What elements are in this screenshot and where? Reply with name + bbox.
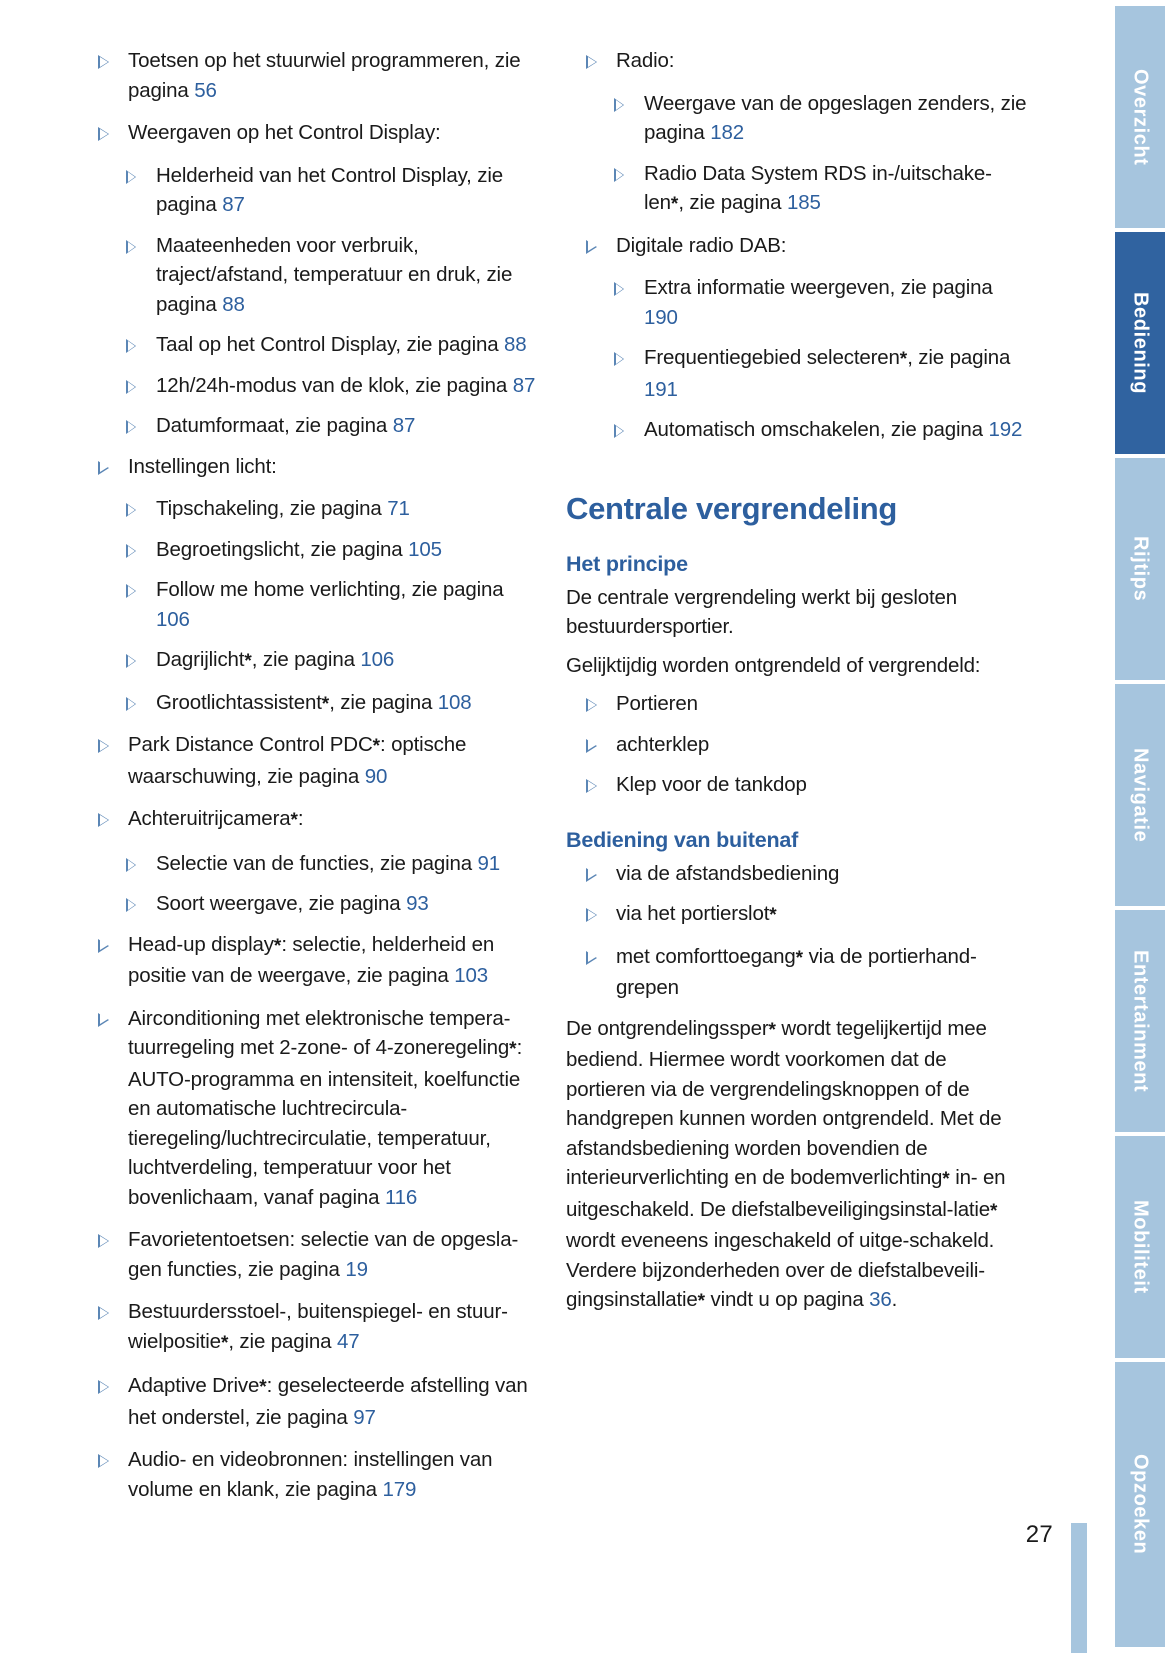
option-asterisk: *	[220, 1332, 229, 1354]
list-item-text: met comforttoegang	[616, 944, 796, 968]
triangle-bullet-icon	[98, 461, 109, 475]
option-asterisk: *	[769, 905, 777, 926]
page-ref[interactable]: 90	[364, 764, 388, 788]
tab-label: Overzicht	[1129, 68, 1152, 166]
page-ref[interactable]: 91	[477, 851, 501, 875]
triangle-bullet-icon	[126, 898, 136, 912]
triangle-bullet-icon	[126, 654, 136, 668]
option-asterisk: *	[670, 194, 679, 215]
triangle-bullet-icon	[98, 127, 109, 141]
page-ref[interactable]: 106	[360, 648, 395, 671]
list-item-text-after: : optische waarschuwing, zie pagina	[128, 733, 467, 788]
option-asterisk: *	[273, 935, 282, 957]
page-ref[interactable]: 116	[384, 1185, 418, 1209]
list-item-text: Dagrijlicht	[156, 648, 245, 671]
list-item	[598, 343, 1028, 404]
tab-navigatie[interactable]	[1115, 684, 1165, 906]
triangle-bullet-icon	[98, 1380, 109, 1394]
list-item	[110, 161, 540, 220]
list-item-text: via de afstandsbediening	[616, 861, 840, 885]
list-item-text: Radio Data System RDS in-/uitschake-len	[644, 161, 992, 214]
page-ref[interactable]: 106	[156, 607, 190, 631]
list-item-text-after: , zie pagina	[907, 346, 1011, 369]
triangle-bullet-icon	[614, 98, 624, 112]
list-item-text: Digitale radio DAB:	[616, 233, 787, 257]
triangle-bullet-icon	[126, 697, 136, 711]
option-asterisk: *	[795, 947, 804, 969]
list-item-text: Audio- en videobronnen: instellingen van volume en klank, zie pagina	[128, 1448, 493, 1501]
list-item-text: Klep voor de tankdop	[616, 773, 807, 796]
page-ref[interactable]: 19	[345, 1257, 368, 1281]
list-item-text: Weergaven op het Control Display:	[128, 121, 441, 144]
tab-label: Navigatie	[1129, 747, 1152, 843]
triangle-bullet-icon	[614, 424, 624, 438]
page-ref[interactable]: 192	[988, 418, 1023, 441]
option-asterisk: *	[290, 810, 298, 831]
unlock-items-list	[566, 689, 1028, 800]
list-item	[566, 689, 1028, 719]
page-ref[interactable]: 190	[644, 305, 678, 329]
list-item	[110, 494, 540, 524]
option-asterisk: *	[990, 1200, 998, 1222]
page-ref[interactable]: 87	[392, 414, 416, 437]
tab-label: Mobiliteit	[1129, 1200, 1152, 1294]
nested-list	[566, 273, 1028, 445]
list-item	[78, 1004, 540, 1213]
paragraph-part: wordt tegelijkertijd mee bediend. Hiermee wordt voorkomen dat de portieren via de vergrendelingsknoppen of de handgrepen kunnen worden ontgrendeld. Met de afstandsbediening worden bovendien de interieurverlichting en de bodemverlichting	[566, 1016, 1002, 1189]
triangle-bullet-icon	[586, 698, 597, 712]
paragraph-part: .	[891, 1288, 898, 1311]
list-item-text: Head-up display	[128, 932, 274, 956]
list-item	[598, 415, 1028, 445]
list-item-text: Helderheid van het Control Display, zie pagina	[156, 163, 504, 216]
section-tab-rail	[1115, 0, 1165, 1653]
page-ref[interactable]: 93	[406, 892, 429, 915]
list-item	[78, 1297, 540, 1358]
page-ref[interactable]: 88	[504, 333, 527, 356]
paragraph-part: Verdere bijzonderheden over de diefstalbeveili-gingsinstallatie	[566, 1258, 985, 1311]
list-item	[78, 804, 540, 836]
option-asterisk: *	[697, 1291, 705, 1312]
paragraph-part: De ontgrendelingssper	[566, 1016, 769, 1040]
paragraph: De centrale vergrendeling werkt bij gesloten bestuurdersportier.	[566, 585, 957, 638]
list-item-text: 12h/24h-modus van de klok, zie pagina	[156, 373, 513, 397]
list-item-text: achterklep	[616, 732, 710, 756]
triangle-bullet-icon	[586, 779, 597, 793]
triangle-bullet-icon	[586, 868, 597, 882]
list-item	[110, 371, 540, 401]
list-item-text: Instellingen licht:	[128, 454, 277, 478]
triangle-bullet-icon	[126, 339, 136, 353]
page-ref[interactable]: 88	[222, 292, 245, 316]
list-item-text: Grootlichtassistent	[156, 690, 322, 714]
option-asterisk: *	[899, 349, 908, 370]
nested-list	[566, 89, 1028, 220]
tab-mobiliteit[interactable]	[1115, 1136, 1165, 1358]
paragraph-part: wordt eveneens ingeschakeld of uitge-schakeld.	[566, 1229, 995, 1252]
page-ref[interactable]: 87	[512, 373, 536, 397]
page-ref[interactable]: 182	[710, 121, 744, 144]
tab-label: Opzoeken	[1129, 1454, 1152, 1555]
option-asterisk: *	[942, 1169, 950, 1190]
right-column-list	[566, 46, 1028, 445]
list-item-text: via het portierslot	[616, 902, 770, 925]
list-item-text: Begroetingslicht, zie pagina	[156, 537, 409, 561]
triangle-bullet-icon	[126, 544, 136, 558]
nested-list	[78, 494, 540, 719]
triangle-bullet-icon	[126, 584, 136, 598]
list-item	[566, 730, 1028, 760]
list-item	[110, 645, 540, 677]
list-item	[566, 231, 1028, 261]
triangle-bullet-icon	[98, 939, 109, 953]
tab-rijtips[interactable]	[1115, 458, 1165, 680]
list-item-text-after: : AUTO-programma en intensiteit, koelfunctie en automatische luchtrecircula-tieregeling/luchtrecirculatie, temperatuur, luchtverdeling, temperatuur voor het bovenlichaam, vanaf pagina	[128, 1036, 523, 1209]
tab-opzoeken[interactable]	[1115, 1362, 1165, 1647]
right-column	[566, 46, 1028, 1517]
tab-label: Entertainment	[1129, 949, 1152, 1093]
triangle-bullet-icon	[126, 380, 136, 394]
triangle-bullet-icon	[586, 55, 597, 69]
triangle-bullet-icon	[98, 1454, 109, 1468]
option-asterisk: *	[321, 693, 330, 715]
list-item	[110, 849, 540, 879]
list-item-text-after: :	[297, 807, 304, 830]
section-title: Centrale vergrendeling	[566, 490, 898, 526]
paragraph-further-details	[566, 1256, 1028, 1317]
tab-overzicht[interactable]	[1115, 6, 1165, 228]
subsection-title-bediening-van-buitenaf: Bediening van buitenaf	[566, 827, 799, 852]
list-item	[110, 535, 540, 565]
content-columns	[78, 46, 1028, 1517]
list-item-text: Maateenheden voor verbruik, traject/afstand, temperatuur en druk, zie pagina	[156, 233, 513, 316]
list-item-text: Portieren	[616, 692, 698, 715]
list-item-text: Weergave van de opgeslagen zenders, zie pagina	[644, 91, 1027, 144]
list-item	[110, 889, 540, 919]
page-ref[interactable]: 108	[437, 690, 472, 714]
triangle-bullet-icon	[586, 240, 597, 254]
page-ref[interactable]: 47	[336, 1329, 360, 1353]
page-ref[interactable]: 87	[222, 193, 245, 216]
list-item	[566, 942, 1028, 1003]
list-item-text: Tipschakeling, zie pagina	[156, 497, 388, 520]
list-item	[78, 452, 540, 482]
page-ref[interactable]: 71	[387, 497, 410, 520]
left-column-list	[78, 46, 540, 1504]
triangle-bullet-icon	[98, 813, 109, 827]
tab-entertainment[interactable]	[1115, 910, 1165, 1132]
list-item	[78, 730, 540, 791]
list-item-text-after: , zie pagina	[251, 648, 361, 671]
list-item	[78, 118, 540, 148]
list-item	[110, 231, 540, 320]
nested-list	[78, 849, 540, 919]
list-item-text-after: , zie pagina	[329, 690, 438, 714]
paragraph-part: vindt u op pagina	[705, 1288, 870, 1311]
triangle-bullet-icon	[126, 858, 136, 872]
list-item-text: Bestuurdersstoel-, buitenspiegel- en stuur-wielpositie	[128, 1300, 508, 1353]
page-ref[interactable]: 105	[408, 537, 442, 561]
paragraph-unlock-lock-description	[566, 1014, 1028, 1256]
page-number: 27	[1025, 1521, 1053, 1548]
tab-label: Rijtips	[1129, 536, 1152, 602]
external-operation-list	[566, 859, 1028, 1003]
paragraph: Gelijktijdig worden ontgrendeld of vergrendeld:	[566, 653, 981, 677]
list-item	[566, 46, 1028, 76]
list-item-text: Park Distance Control PDC	[128, 733, 373, 756]
subsection-title-het-principe: Het principe	[566, 551, 688, 576]
page-ref[interactable]: 56	[194, 78, 217, 102]
list-item-text: Achteruitrijcamera	[128, 807, 291, 830]
page-ref[interactable]: 103	[454, 964, 488, 987]
list-item	[110, 411, 540, 441]
triangle-bullet-icon	[586, 739, 597, 753]
list-item-text: Toetsen op het stuurwiel programmeren, zie pagina	[128, 49, 521, 102]
list-item	[598, 159, 1028, 220]
triangle-bullet-icon	[614, 282, 624, 296]
tab-label: Bediening	[1129, 291, 1152, 395]
list-item-text-after: , zie pagina	[678, 191, 787, 214]
page-ref[interactable]: 179	[382, 1477, 417, 1501]
list-item-text: Follow me home verlichting, zie pagina	[156, 578, 504, 601]
list-item-text: Automatisch omschakelen, zie pagina	[644, 418, 989, 441]
triangle-bullet-icon	[126, 503, 136, 517]
option-asterisk: *	[372, 736, 381, 757]
list-item	[566, 899, 1028, 931]
option-asterisk: *	[509, 1039, 517, 1060]
list-item	[566, 859, 1028, 889]
triangle-bullet-icon	[586, 908, 597, 922]
list-item-text: Datumformaat, zie pagina	[156, 414, 393, 437]
left-column	[78, 46, 540, 1517]
triangle-bullet-icon	[126, 170, 136, 184]
page-ref[interactable]: 191	[644, 377, 678, 401]
list-item	[78, 1225, 540, 1284]
list-item-text: Radio:	[616, 49, 675, 72]
list-item-text-after: via de portierhand-grepen	[616, 944, 977, 999]
triangle-bullet-icon	[98, 739, 109, 753]
list-item-text: Favorietentoetsen: selectie van de opgesla-gen functies, zie pagina	[128, 1228, 519, 1281]
list-item	[110, 575, 540, 634]
list-item	[78, 930, 540, 991]
triangle-bullet-icon	[614, 168, 624, 182]
list-item	[566, 770, 1028, 800]
triangle-bullet-icon	[126, 240, 136, 254]
paragraph-part: in- en uitgeschakeld. De diefstalbeveiligingsinstal-latie	[566, 1166, 1006, 1221]
page-ref[interactable]: 97	[353, 1405, 376, 1429]
list-item-text: Frequentiegebied selecteren	[644, 346, 900, 369]
triangle-bullet-icon	[98, 1013, 109, 1027]
triangle-bullet-icon	[98, 55, 109, 69]
list-item-text-after: : geselecteerde afstelling van het onderstel, zie pagina	[128, 1374, 528, 1429]
list-item-text: Soort weergave, zie pagina	[156, 892, 407, 915]
option-asterisk: *	[259, 1377, 267, 1398]
triangle-bullet-icon	[586, 951, 597, 965]
tab-bediening[interactable]	[1115, 232, 1165, 454]
list-item-text: Adaptive Drive	[128, 1374, 260, 1397]
list-item-text: Extra informatie weergeven, zie pagina	[644, 276, 993, 299]
page-ref[interactable]: 36	[869, 1288, 892, 1311]
page-ref[interactable]: 185	[786, 191, 821, 214]
triangle-bullet-icon	[126, 420, 136, 434]
triangle-bullet-icon	[614, 352, 624, 366]
page-number-marker-bar	[1071, 1523, 1087, 1653]
nested-list	[78, 161, 540, 441]
list-item-text: Airconditioning met elektronische tempera-tuurregeling met 2-zone- of 4-zoneregeling	[128, 1006, 511, 1059]
triangle-bullet-icon	[98, 1234, 109, 1248]
list-item	[110, 688, 540, 720]
list-item	[78, 1445, 540, 1504]
list-item-text: Taal op het Control Display, zie pagina	[156, 333, 505, 356]
triangle-bullet-icon	[98, 1306, 109, 1320]
list-item-text: Selectie van de functies, zie pagina	[156, 851, 478, 875]
option-asterisk: *	[768, 1019, 776, 1041]
list-item	[78, 1371, 540, 1432]
list-item-text-after: , zie pagina	[228, 1329, 337, 1353]
list-item	[598, 273, 1028, 332]
list-item	[598, 89, 1028, 148]
list-item	[110, 330, 540, 360]
option-asterisk: *	[244, 651, 252, 672]
list-item	[78, 46, 540, 105]
list-item-text-after: : selectie, helderheid en positie van de weergave, zie pagina	[128, 932, 495, 987]
